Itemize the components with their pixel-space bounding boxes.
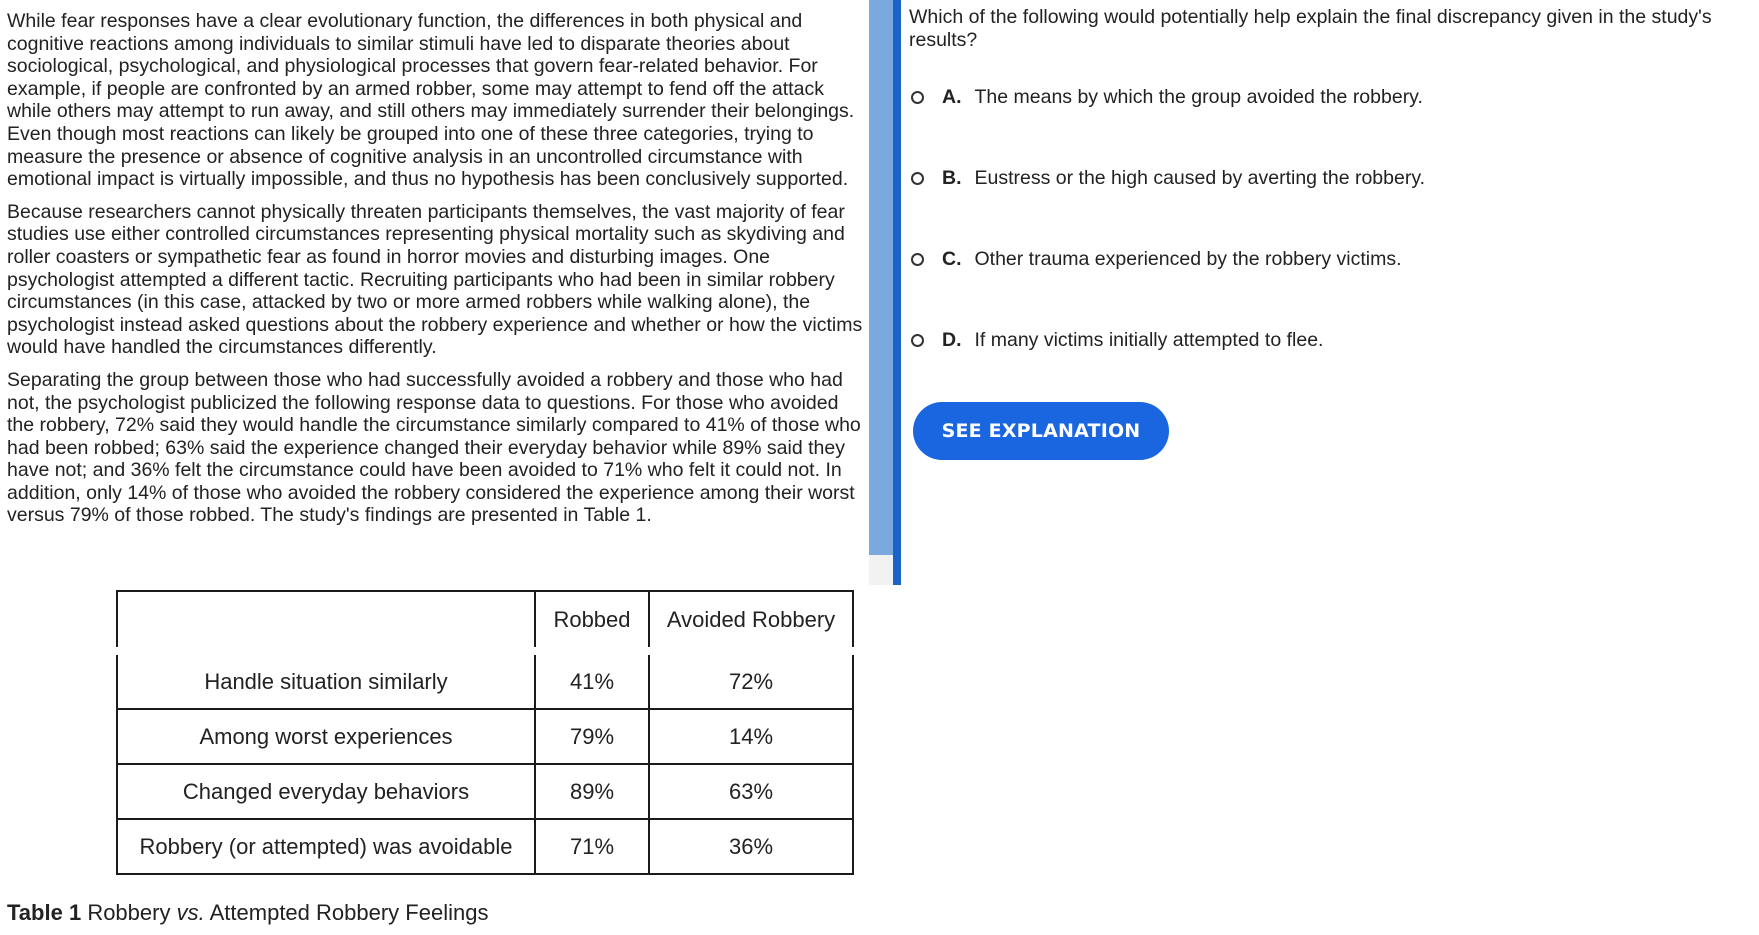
table-header-row: [117, 591, 853, 651]
caption-text-2: Attempted Robbery Feelings: [209, 900, 489, 925]
passage-pane: [7, 10, 867, 535]
choice-text: Other trauma experienced by the robbery victims.: [974, 248, 1402, 270]
passage-paragraph-1: While fear responses have a clear evolutionary function, the differences in both physical and cognitive reactions among individuals to similar stimuli have led to disparate theories about sociological, psychological, and physiological processes that govern fear-related behavior. For example, if people are confronted by an armed robber, some may attempt to fend off the attack while others may attempt to run away, and still others may immediately surrender their belongings. Even though most reactions can likely be grouped into one of these three categories, trying to measure the presence or absence of cognitive analysis in an uncontrolled circumstance with emotional impact is virtually impossible, and thus no hypothesis has been conclusively supported.: [7, 10, 855, 191]
cell-robbed: 71%: [535, 819, 649, 874]
cell-avoided: 72%: [649, 651, 853, 709]
caption-text-1: Robbery: [87, 900, 171, 925]
row-label: Handle situation similarly: [117, 651, 535, 709]
question-pane: [909, 6, 1754, 442]
choice-letter: B.: [942, 167, 962, 189]
row-label: Among worst experiences: [117, 709, 535, 764]
table-row: [117, 651, 853, 709]
choice-a[interactable]: [911, 86, 1423, 109]
choice-text: The means by which the group avoided the robbery.: [974, 86, 1423, 108]
passage-paragraph-3: Separating the group between those who had successfully avoided a robbery and those who had not, the psychologist publicized the following response data to questions. For those who avoided the robbery, 72% said they would handle the circumstance similarly compared to 41% of those who had been robbed; 63% said the experience changed their everyday behavior while 89% said they have not; and 36% felt the circumstance could have been avoided to 71% who felt it could not. In addition, only 14% of those who avoided the robbery considered the experience among their worst versus 79% of those robbed. The study's findings are presented in Table 1.: [7, 368, 861, 527]
table-row: [117, 819, 853, 874]
choice-letter: A.: [942, 86, 962, 108]
row-label: Changed everyday behaviors: [117, 764, 535, 819]
question-stem: Which of the following would potentially help explain the final discrepancy given in the study's results?: [909, 6, 1712, 51]
choice-d[interactable]: [911, 329, 1323, 352]
see-explanation-button[interactable]: SEE EXPLANATION: [913, 402, 1169, 460]
radio-icon[interactable]: [911, 172, 924, 185]
table-caption: [7, 900, 488, 926]
choice-c[interactable]: [911, 248, 1402, 271]
table-header-robbed: Robbed: [535, 591, 649, 651]
cell-avoided: 63%: [649, 764, 853, 819]
cell-avoided: 14%: [649, 709, 853, 764]
choice-letter: D.: [942, 329, 962, 351]
radio-icon[interactable]: [911, 91, 924, 104]
cell-robbed: 89%: [535, 764, 649, 819]
table-header-avoided: Avoided Robbery: [649, 591, 853, 651]
cell-avoided: 36%: [649, 819, 853, 874]
cell-robbed: 41%: [535, 651, 649, 709]
table-row: [117, 709, 853, 764]
passage-paragraph-2: Because researchers cannot physically threaten participants themselves, the vast majority of fear studies use either controlled circumstances representing physical mortality such as skydiving and roller coasters or sympathetic fear as found in horror movies and disturbing images. One psychologist attempted a different tactic. Recruiting participants who had been in similar robbery circumstances (in this case, attacked by two or more armed robbers while walking alone), the psychologist instead asked questions about the robbery experience and whether or how the victims would have handled the circumstances differently.: [7, 200, 863, 359]
row-label: Robbery (or attempted) was avoidable: [117, 819, 535, 874]
passage: [7, 10, 867, 527]
table-header-empty: [117, 591, 535, 651]
pane-divider[interactable]: [893, 0, 901, 585]
cell-robbed: 79%: [535, 709, 649, 764]
choice-text: Eustress or the high caused by averting the robbery.: [974, 167, 1426, 189]
choice-text: If many victims initially attempted to flee.: [974, 329, 1324, 351]
radio-icon[interactable]: [911, 253, 924, 266]
table-row: [117, 764, 853, 819]
caption-italic: vs.: [176, 900, 205, 925]
choice-b[interactable]: [911, 167, 1425, 190]
caption-label: Table 1: [7, 900, 82, 925]
radio-icon[interactable]: [911, 334, 924, 347]
data-table: [116, 590, 854, 875]
choice-letter: C.: [942, 248, 962, 270]
